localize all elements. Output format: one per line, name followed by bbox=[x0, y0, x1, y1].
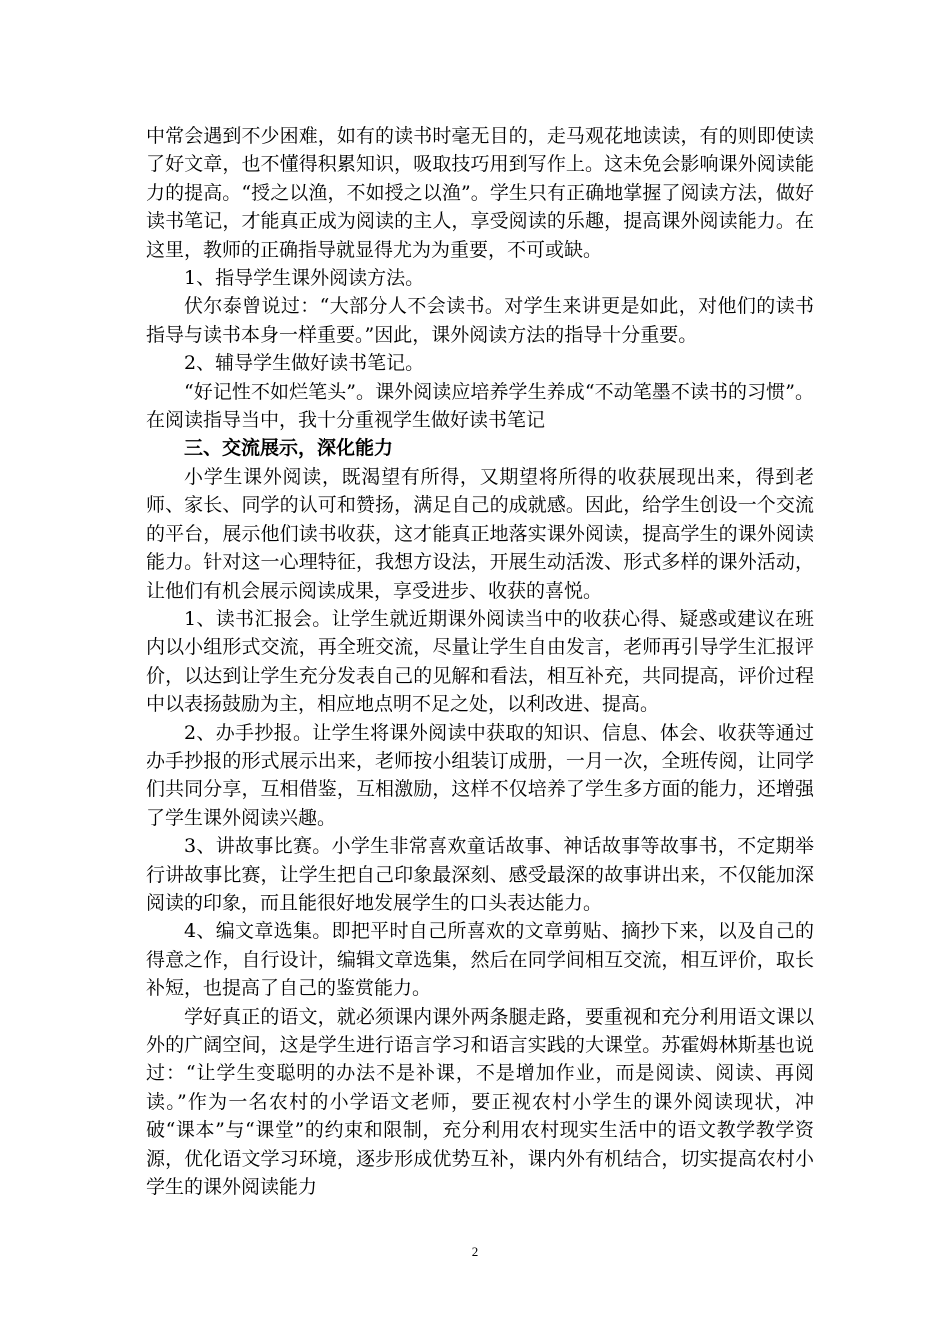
paragraph-subheading-1: 1、指导学生课外阅读方法。 bbox=[184, 267, 425, 290]
paragraph-voltaire-quote: 伏尔泰曾说过：“大部分人不会读书。对学生来讲更是如此，对他们的读书指导与读书本身一样重要。”因此，课外阅读方法的指导十分重要。 bbox=[146, 295, 814, 346]
paragraph-handwritten-paper: 2、办手抄报。让学生将课外阅读中获取的知识、信息、体会、收获等通过办手抄报的形式展示出来，老师按小组装订成册，一月一次，全班传阅，让同学们共同分享，互相借鉴，互相激励，这样不仅培养了学生多方面的能力，还增强了学生课外阅读兴趣。 bbox=[146, 721, 814, 829]
paragraph-conclusion: 学好真正的语文，就必须课内课外两条腿走路，要重视和充分利用语文课以外的广阔空间，这是学生进行语言学习和语言实践的大课堂。苏霍姆林斯基也说过：“让学生变聪明的办法不是补课，不是增加作业，而是阅读、阅读、再阅读。”作为一名农村的小学语文老师，要正视农村小学生的课外阅读现状，冲破“课本”与“课堂”的约束和限制，充分利用农村现实生活中的语文教学教学资源，优化语文学习环境，逐步形成优势互补，课内外有机结合，切实提高农村小学生的课外阅读能力 bbox=[146, 1005, 814, 1199]
paragraph-notes: “好记性不如烂笔头”。课外阅读应培养学生养成“不动笔墨不读书的习惯”。在阅读指导当中，我十分重视学生做好读书笔记 bbox=[146, 380, 814, 432]
body-text bbox=[146, 122, 814, 1201]
page-number: 2 bbox=[471, 1244, 479, 1259]
paragraph-subheading-2: 2、辅导学生做好读书笔记。 bbox=[184, 352, 425, 375]
section-heading: 三、交流展示，深化能力 bbox=[184, 437, 394, 460]
paragraph-reading-report: 1、读书汇报会。让学生就近期课外阅读当中的收获心得、疑惑或建议在班内以小组形式交流，再全班交流，尽量让学生自由发言，老师再引导学生汇报评价，以达到让学生充分发表自己的见解和看法，相互补充，共同提高，评价过程中以表扬鼓励为主，相应地点明不足之处，以利改进、提高。 bbox=[146, 607, 814, 716]
paragraph-storytelling: 3、讲故事比赛。小学生非常喜欢童话故事、神话故事等故事书，不定期举行讲故事比赛，让学生把自己印象最深刻、感受最深的故事讲出来，不仅能加深阅读的印象，而且能很好地发展学生的口头表达能力。 bbox=[146, 835, 814, 914]
paragraph-anthology: 4、编文章选集。即把平时自己所喜欢的文章剪贴、摘抄下来，以及自己的得意之作，自行设计，编辑文章选集，然后在同学间相互交流，相互评价，取长补短，也提高了自己的鉴赏能力。 bbox=[146, 920, 814, 1000]
paragraph-exchange: 小学生课外阅读，既渴望有所得，又期望将所得的收获展现出来，得到老师、家长、同学的认可和赞扬，满足自己的成就感。因此，给学生创设一个交流的平台，展示他们读书收获，这才能真正地落实课外阅读，提高学生的课外阅读能力。针对这一心理特征，我想方设法，开展生动活泼、形式多样的课外活动，让他们有机会展示阅读成果，享受进步、收获的喜悦。 bbox=[146, 465, 814, 602]
paragraph-continuation: 中常会遇到不少困难，如有的读书时毫无目的，走马观花地读读，有的则即使读了好文章，也不懂得积累知识，吸取技巧用到写作上。这未免会影响课外阅读能力的提高。“授之以渔，不如授之以渔”。学生只有正确地掌握了阅读方法，做好读书笔记，才能真正成为阅读的主人，享受阅读的乐趣，提高课外阅读能力。在这里，教师的正确指导就显得尤为为重要，不可或缺。 bbox=[146, 125, 814, 261]
